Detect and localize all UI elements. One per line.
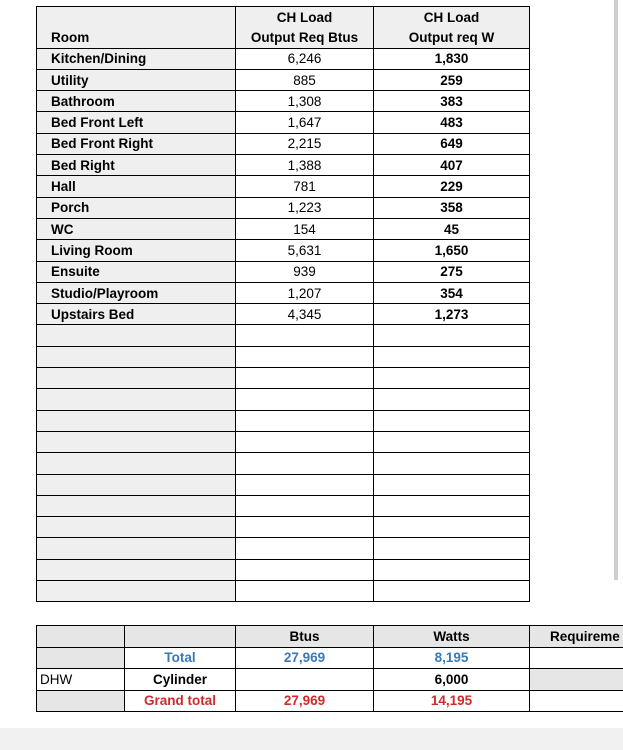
empty-row	[37, 517, 530, 538]
btus-cell: 885	[236, 69, 374, 90]
btus-cell: 1,308	[236, 91, 374, 112]
empty-cell	[236, 431, 374, 452]
grand-total-label: Grand total	[125, 690, 236, 712]
empty-row	[37, 368, 530, 389]
empty-cell	[37, 495, 236, 516]
room-cell: Kitchen/Dining	[37, 48, 236, 69]
table-row	[37, 304, 530, 325]
table-row	[37, 48, 530, 69]
empty-cell	[236, 538, 374, 559]
empty-row	[37, 389, 530, 410]
empty-cell	[374, 559, 530, 580]
btus-cell: 1,647	[236, 112, 374, 133]
empty-cell	[37, 581, 236, 602]
vertical-scrollbar[interactable]	[614, 0, 618, 580]
empty-row	[37, 474, 530, 495]
header-btus-line2: Output Req Btus	[236, 27, 374, 48]
empty-cell	[236, 517, 374, 538]
heating-load-table	[36, 6, 530, 602]
watts-cell: 383	[374, 91, 530, 112]
btus-cell: 154	[236, 218, 374, 239]
cylinder-watts: 6,000	[374, 669, 530, 691]
btus-cell: 4,345	[236, 304, 374, 325]
grand-total-btus: 27,969	[236, 690, 374, 712]
watts-cell: 649	[374, 133, 530, 154]
total-row	[37, 647, 623, 669]
total-btus: 27,969	[236, 647, 374, 669]
empty-cell	[374, 538, 530, 559]
summary-header-requirement: Requireme	[530, 626, 623, 648]
watts-cell: 1,650	[374, 240, 530, 261]
empty-cell	[236, 389, 374, 410]
cylinder-row	[37, 669, 623, 691]
empty-row	[37, 538, 530, 559]
grand-total-requirement	[530, 690, 623, 712]
summary-header-row	[37, 626, 623, 648]
table-row	[37, 176, 530, 197]
table-row	[37, 197, 530, 218]
btus-cell: 6,246	[236, 48, 374, 69]
empty-row	[37, 431, 530, 452]
watts-cell: 358	[374, 197, 530, 218]
header-blank	[37, 7, 236, 28]
empty-cell	[37, 325, 236, 346]
empty-cell	[236, 346, 374, 367]
table-row	[37, 69, 530, 90]
room-cell: Utility	[37, 69, 236, 90]
table-row	[37, 282, 530, 303]
empty-row	[37, 581, 530, 602]
room-cell: Upstairs Bed	[37, 304, 236, 325]
room-cell: Bed Front Right	[37, 133, 236, 154]
room-cell: WC	[37, 218, 236, 239]
total-watts: 8,195	[374, 647, 530, 669]
watts-cell: 483	[374, 112, 530, 133]
header-watts-line2: Output req W	[374, 27, 530, 48]
empty-row	[37, 559, 530, 580]
table-row	[37, 91, 530, 112]
table-row	[37, 218, 530, 239]
watts-cell: 275	[374, 261, 530, 282]
empty-cell	[236, 368, 374, 389]
watts-cell: 259	[374, 69, 530, 90]
empty-row	[37, 453, 530, 474]
empty-cell	[37, 538, 236, 559]
empty-cell	[374, 453, 530, 474]
empty-cell	[374, 410, 530, 431]
room-cell: Bed Right	[37, 155, 236, 176]
watts-cell: 407	[374, 155, 530, 176]
table-row	[37, 261, 530, 282]
grand-total-watts: 14,195	[374, 690, 530, 712]
empty-cell	[374, 346, 530, 367]
summary-label-header	[125, 626, 236, 648]
empty-cell	[236, 495, 374, 516]
empty-cell	[374, 581, 530, 602]
total-requirement	[530, 647, 623, 669]
summary-side-blank-2	[37, 690, 125, 712]
empty-cell	[236, 474, 374, 495]
empty-row	[37, 346, 530, 367]
empty-cell	[37, 410, 236, 431]
room-cell: Studio/Playroom	[37, 282, 236, 303]
header-row-2	[37, 27, 530, 48]
watts-cell: 1,830	[374, 48, 530, 69]
bottom-margin	[0, 728, 623, 750]
summary-table	[36, 625, 623, 712]
empty-cell	[374, 325, 530, 346]
room-cell: Bathroom	[37, 91, 236, 112]
empty-row	[37, 410, 530, 431]
btus-cell: 2,215	[236, 133, 374, 154]
total-label: Total	[125, 647, 236, 669]
btus-cell: 1,223	[236, 197, 374, 218]
empty-row	[37, 495, 530, 516]
header-room: Room	[37, 27, 236, 48]
room-cell: Bed Front Left	[37, 112, 236, 133]
table-row	[37, 133, 530, 154]
empty-cell	[37, 368, 236, 389]
table-row	[37, 240, 530, 261]
empty-cell	[37, 517, 236, 538]
btus-cell: 939	[236, 261, 374, 282]
watts-cell: 1,273	[374, 304, 530, 325]
room-cell: Hall	[37, 176, 236, 197]
room-cell: Porch	[37, 197, 236, 218]
grand-total-row	[37, 690, 623, 712]
room-cell: Ensuite	[37, 261, 236, 282]
summary-corner	[37, 626, 125, 648]
dhw-label: DHW	[37, 669, 125, 691]
empty-row	[37, 325, 530, 346]
empty-cell	[374, 431, 530, 452]
table-row	[37, 155, 530, 176]
empty-cell	[236, 453, 374, 474]
empty-cell	[236, 410, 374, 431]
btus-cell: 1,207	[236, 282, 374, 303]
header-btus-line1: CH Load	[236, 7, 374, 28]
cylinder-label: Cylinder	[125, 669, 236, 691]
empty-cell	[374, 368, 530, 389]
summary-header-btus: Btus	[236, 626, 374, 648]
empty-cell	[37, 389, 236, 410]
btus-cell: 5,631	[236, 240, 374, 261]
summary-side-blank	[37, 647, 125, 669]
empty-cell	[236, 325, 374, 346]
watts-cell: 45	[374, 218, 530, 239]
empty-cell	[37, 431, 236, 452]
header-watts-line1: CH Load	[374, 7, 530, 28]
empty-cell	[236, 559, 374, 580]
cylinder-btus	[236, 669, 374, 691]
empty-cell	[236, 581, 374, 602]
watts-cell: 354	[374, 282, 530, 303]
header-row-1	[37, 7, 530, 28]
empty-cell	[374, 474, 530, 495]
empty-cell	[37, 346, 236, 367]
btus-cell: 781	[236, 176, 374, 197]
cylinder-requirement	[530, 669, 623, 691]
empty-cell	[374, 389, 530, 410]
empty-cell	[37, 453, 236, 474]
empty-cell	[374, 495, 530, 516]
room-cell: Living Room	[37, 240, 236, 261]
empty-cell	[37, 474, 236, 495]
watts-cell: 229	[374, 176, 530, 197]
table-row	[37, 112, 530, 133]
btus-cell: 1,388	[236, 155, 374, 176]
summary-header-watts: Watts	[374, 626, 530, 648]
empty-cell	[374, 517, 530, 538]
empty-cell	[37, 559, 236, 580]
